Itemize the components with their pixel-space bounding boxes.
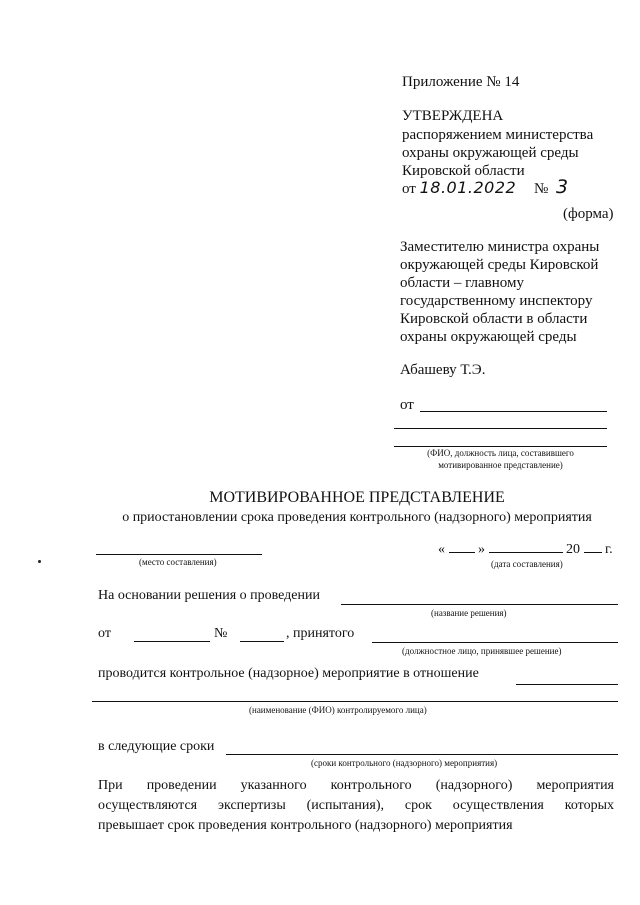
- year-field: [584, 539, 602, 553]
- approved-line-2: охраны окружающей среды: [402, 145, 579, 161]
- paragraph-line-1: При проведении указанного контрольного (надзорного) мероприятия: [98, 778, 614, 793]
- basis-field-line: [341, 604, 618, 605]
- decision-from-label: от: [98, 626, 111, 641]
- approved-heading: УТВЕРЖДЕНА: [402, 108, 504, 124]
- accepted-text: , принятого: [286, 626, 355, 641]
- margin-dot: [38, 560, 41, 563]
- document-title: МОТИВИРОВАННОЕ ПРЕДСТАВЛЕНИЕ: [209, 489, 505, 506]
- official-field-line: [372, 642, 618, 643]
- from-caption-2: мотивированное представление): [438, 460, 563, 470]
- conducted-field-line: [516, 684, 618, 685]
- place-caption: (место составления): [139, 557, 217, 567]
- entity-field-line: [92, 701, 618, 702]
- approved-line-1: распоряжением министерства: [402, 127, 594, 143]
- addressee-line-4: государственному инспектору: [400, 293, 593, 309]
- terms-text: в следующие сроки: [98, 739, 215, 754]
- basis-text: На основании решения о проведении: [98, 588, 320, 603]
- approval-date-row: [402, 178, 569, 198]
- date-row: [438, 539, 613, 558]
- date-caption: (дата составления): [491, 559, 563, 569]
- decision-date-line: [134, 641, 210, 642]
- from-field-line-3: [394, 446, 607, 447]
- from-field-line-1: [420, 411, 607, 412]
- addressee-line-5: Кировской области в области: [400, 311, 588, 327]
- decision-number-label: №: [214, 626, 228, 641]
- day-field: [449, 539, 475, 553]
- from-field-line-2: [394, 428, 607, 429]
- date-close-quote: »: [478, 542, 485, 557]
- conducted-text: проводится контрольное (надзорное) мероприятие в отношение: [98, 666, 479, 681]
- decision-number-line: [240, 641, 284, 642]
- terms-caption: (сроки контрольного (надзорного) мероприятия): [311, 758, 498, 768]
- terms-field-line: [226, 754, 618, 755]
- number-label: №: [533, 181, 549, 197]
- addressee-line-2: окружающей среды Кировской: [400, 257, 599, 273]
- month-field: [489, 539, 563, 553]
- addressee-line-1: Заместителю министра охраны: [400, 239, 600, 255]
- from-caption-1: (ФИО, должность лица, составившего: [427, 448, 574, 458]
- from-label: от: [400, 397, 414, 413]
- year-suffix: г.: [605, 542, 613, 557]
- form-label: (форма): [563, 206, 614, 222]
- date-open-quote: «: [438, 542, 445, 557]
- addressee-name: Абашеву Т.Э.: [400, 362, 486, 378]
- year-prefix: 20: [566, 542, 580, 557]
- basis-caption: (название решения): [431, 608, 507, 618]
- addressee-line-3: области – главному: [400, 275, 524, 291]
- paragraph-line-2: осуществляются экспертизы (испытания), срок осуществления которых: [98, 798, 614, 813]
- entity-caption: (наименование (ФИО) контролируемого лица): [249, 705, 427, 715]
- paragraph-line-3: превышает срок проведения контрольного (надзорного) мероприятия: [98, 818, 513, 833]
- date-prefix: от: [402, 181, 416, 197]
- addressee-line-6: охраны окружающей среды: [400, 329, 577, 345]
- approved-line-3: Кировской области: [402, 163, 525, 179]
- appendix-label: Приложение № 14: [402, 74, 520, 90]
- official-caption: (должностное лицо, принявшее решение): [402, 646, 562, 656]
- document-subtitle: о приостановлении срока проведения контрольного (надзорного) мероприятия: [122, 510, 592, 525]
- handwritten-number: 3: [556, 176, 569, 198]
- handwritten-date: 18.01.2022: [419, 178, 517, 197]
- place-field-line: [96, 554, 262, 555]
